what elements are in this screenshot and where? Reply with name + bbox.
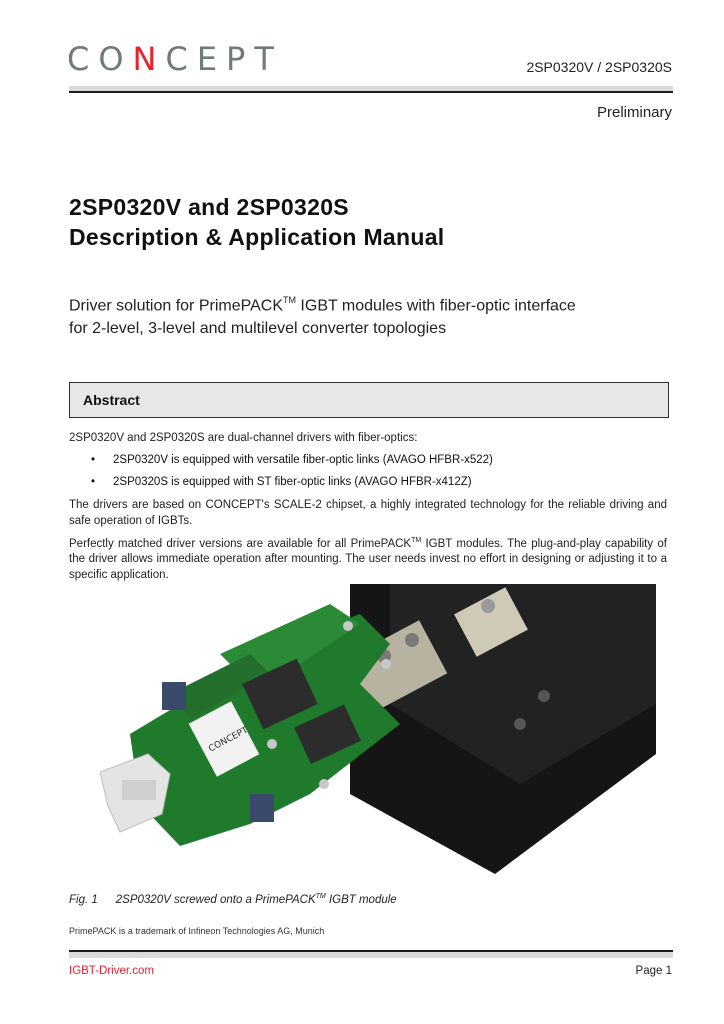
status-label: Preliminary [596, 104, 672, 121]
feature-list [69, 453, 667, 496]
logo-accent-letter: N [132, 40, 166, 78]
website-link[interactable]: IGBT-Driver.com [69, 965, 154, 977]
abstract-paragraph-2: The drivers are based on CONCEPT's SCALE-2 chipset, a highly integrated technology for the reliable driving and safe operation of IGBTs. [69, 499, 667, 527]
board-label: CONCEPT [207, 725, 250, 755]
document-code: 2SP0320V / 2SP0320S [526, 59, 672, 75]
trademark-footnote: PrimePACK is a trademark of Infineon Technologies AG, Munich [69, 926, 325, 936]
abstract-intro: 2SP0320V and 2SP0320S are dual-channel drivers with fiber-optics: [69, 432, 418, 444]
list-item: • 2SP0320S is equipped with ST fiber-optic links (AVAGO HFBR-x412Z) [91, 475, 472, 488]
list-item: • 2SP0320V is equipped with versatile fiber-optic links (AVAGO HFBR-x522) [91, 454, 493, 466]
abstract-paragraph-3: Perfectly matched driver versions are available for all PrimePACK™ IGBT modules. The plug-and-play capability of the driver allows immediate operation after mounting. The user needs invest no effort in designing or adjusting it to a specific application. [69, 537, 667, 581]
figure-caption: Fig. 1 2SP0320V screwed onto a PrimePACK™ IGBT module [69, 893, 397, 906]
title-line-1: 2SP0320V and 2SP0320S [69, 194, 349, 220]
document-subtitle: Driver solution for PrimePACK™ IGBT modules with fiber-optic interface for 2-level, 3-level and multilevel converter topologies [69, 295, 576, 338]
abstract-heading: Abstract [83, 392, 140, 408]
footer-rule [69, 950, 673, 958]
page-number: Page 1 [635, 965, 672, 977]
abstract-heading-box [69, 382, 669, 418]
header-rule [69, 86, 673, 93]
concept-logo: CONCEPT [67, 40, 283, 78]
driver-pcb [130, 604, 400, 846]
product-photo [100, 584, 656, 874]
title-line-2: Description & Application Manual [69, 224, 445, 250]
document-title [69, 192, 445, 252]
